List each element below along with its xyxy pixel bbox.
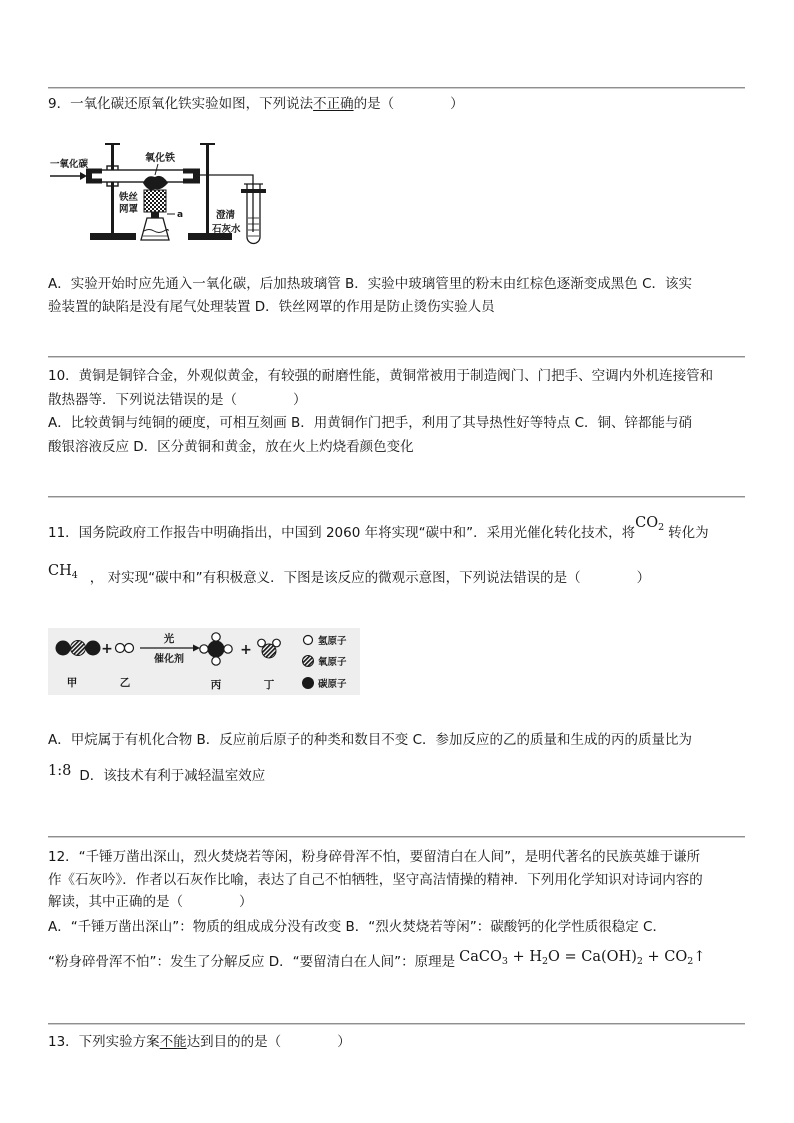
q10-stem-line-1: 10．黄铜是铜锌合金，外观似黄金，有较强的耐磨性能，黄铜常被用于制造阀门、门把手、空调内外机连接管和 xyxy=(48,368,714,384)
carbon-monoxide-inlet-arrow xyxy=(50,172,87,180)
ch4-formula-subscript: 4 xyxy=(71,570,78,581)
glass-tube xyxy=(86,169,200,184)
alcohol-lamp xyxy=(141,212,169,240)
q9-options-line-2: 验装置的缺陷是没有尾气处理装置 D．铁丝网罩的作用是防止烫伤实验人员 xyxy=(48,299,495,315)
q10-stem-text: 散热器等．下列说法错误的是（ xyxy=(48,392,237,408)
label-limewater-bottom: 石灰水 xyxy=(212,224,241,235)
label-wire-mesh-top: 铁丝 xyxy=(119,192,139,203)
label-iron-oxide: 氧化铁 xyxy=(145,153,175,164)
chemical-equation xyxy=(459,949,705,965)
q10-stem-line-2 xyxy=(48,391,307,409)
reaction-schematic xyxy=(48,628,366,696)
label-jia: 甲 xyxy=(66,677,78,689)
equation-part: O = Ca(OH) xyxy=(548,949,637,965)
q11-stem-close: ） xyxy=(636,570,651,586)
q12-stem-line-2: 作《石灰吟》．作者以石灰作比喻，表达了自己不怕牺牲，坚守高洁情操的精神．下列用化学知识对诗词内容的 xyxy=(48,872,703,888)
divider-rule xyxy=(48,87,745,89)
wire-mesh-cover xyxy=(144,190,166,212)
q9-stem xyxy=(48,95,464,113)
q9-stem-text: 9．一氧化碳还原氧化铁实验如图，下列说法 xyxy=(48,96,314,112)
legend-carbon-label: 碳原子 xyxy=(318,679,347,690)
q11-stem-text: 11．国务院政府工作报告中明确指出，中国到 2060 年将实现“碳中和”．采用光催化转化技术，将 xyxy=(48,525,636,541)
q9-stem-text-post: 的是（ xyxy=(353,96,395,112)
q10-stem-close: ） xyxy=(293,392,307,408)
legend-oxygen-label: 氧原子 xyxy=(318,657,347,668)
legend-oxygen-atom xyxy=(303,656,314,667)
plus-sign-reactants: + xyxy=(101,641,113,657)
divider-rule xyxy=(48,836,745,838)
label-limewater-top: 澄清 xyxy=(216,210,236,221)
q10-options-line-2: 酸银溶液反应 D．区分黄铜和黄金，放在火上灼烧看颜色变化 xyxy=(48,439,414,455)
molecule-jia xyxy=(56,641,101,656)
label-wire-mesh-bottom: 网罩 xyxy=(119,204,139,215)
label-ding: 丁 xyxy=(263,679,275,691)
q10-options-line-1: A．比较黄铜与纯铜的硬度，可相互刻画 B．用黄铜作门把手，利用了其导热性好等特点 C．铜、锌都能与硝 xyxy=(48,415,693,431)
reaction-condition-light: 光 xyxy=(163,633,175,645)
label-a: a xyxy=(177,210,184,220)
q11-stem-text-post: 转化为 xyxy=(668,525,709,541)
equation-subscript: 2 xyxy=(687,956,694,967)
mass-ratio: 1:8 xyxy=(48,763,72,779)
equation-part: + CO xyxy=(642,949,688,965)
q12-options-line-1: A．“千锤万凿出深山”：物质的组成成分没有改变 B．“烈火焚烧若等闲”：碳酸钙的化学性质很稳定 C． xyxy=(48,919,666,935)
q13-stem-text-post: 达到目的的是（ xyxy=(186,1034,282,1050)
q13-stem xyxy=(48,1033,351,1051)
divider-rule xyxy=(48,356,745,358)
plus-sign-products: + xyxy=(240,642,252,658)
equation-subscript: 3 xyxy=(501,956,508,967)
q13-stem-close: ） xyxy=(337,1034,351,1050)
q12-options-line-2 xyxy=(48,949,706,971)
equation-subscript: 2 xyxy=(541,956,549,967)
label-bing: 丙 xyxy=(210,679,222,691)
co2-formula xyxy=(635,515,664,531)
q9-options-line-1: A．实验开始时应先通入一氧化碳，后加热玻璃管 B．实验中玻璃管里的粉末由红棕色逐渐变成黑色 C．该实 xyxy=(48,276,693,292)
co2-formula-base: CO xyxy=(635,515,659,531)
q9-stem-close: ） xyxy=(450,96,464,112)
equation-subscript: 2 xyxy=(636,956,643,967)
legend-hydrogen-label: 氢原子 xyxy=(318,636,347,647)
co2-formula-subscript: 2 xyxy=(658,522,665,533)
q11-options-line-2 xyxy=(48,763,266,785)
equation-part: + H xyxy=(507,949,542,965)
label-yi: 乙 xyxy=(119,677,131,689)
apparatus-diagram xyxy=(48,140,270,250)
q12-stem-line-1: 12．“千锤万凿出深山，烈火焚烧若等闲，粉身碎骨浑不怕，要留清白在人间”，是明代著名的民族英雄于谦所 xyxy=(48,849,701,865)
divider-rule xyxy=(48,496,745,498)
divider-rule xyxy=(48,1023,745,1025)
legend-hydrogen-atom xyxy=(304,636,313,645)
q11-stem-text-line-2: ， 对实现“碳中和”有积极意义．下图是该反应的微观示意图，下列说法错误的是（ xyxy=(89,570,581,586)
ch4-formula xyxy=(48,563,78,579)
q11-stem-line-1 xyxy=(48,515,709,542)
legend-carbon-atom xyxy=(302,677,314,689)
q12-stem-text: 解读，其中正确的是（ xyxy=(48,894,183,910)
q11-stem-line-2 xyxy=(48,563,651,587)
reaction-condition-catalyst: 催化剂 xyxy=(154,654,184,665)
q12-stem-close: ） xyxy=(239,894,253,910)
gas-arrow: ↑ xyxy=(693,949,706,965)
equation-part: CaCO xyxy=(459,949,502,965)
q11-option-d: D．该技术有利于减轻温室效应 xyxy=(79,768,266,784)
label-carbon-monoxide: 一氧化碳 xyxy=(50,159,89,170)
q11-options-line-1: A．甲烷属于有机化合物 B．反应前后原子的种类和数目不变 C．参加反应的乙的质量和生成的丙的质量比为 xyxy=(48,732,693,748)
q12-options-text: “粉身碎骨浑不怕”：发生了分解反应 D．“要留清白在人间”：原理是 xyxy=(48,954,456,970)
q9-stem-emphasis: 不正确 xyxy=(313,96,354,112)
q13-stem-text: 13．下列实验方案 xyxy=(48,1034,160,1050)
ch4-formula-base: CH xyxy=(48,563,72,579)
q13-stem-emphasis: 不能 xyxy=(159,1034,187,1050)
q12-stem-line-3 xyxy=(48,893,253,911)
